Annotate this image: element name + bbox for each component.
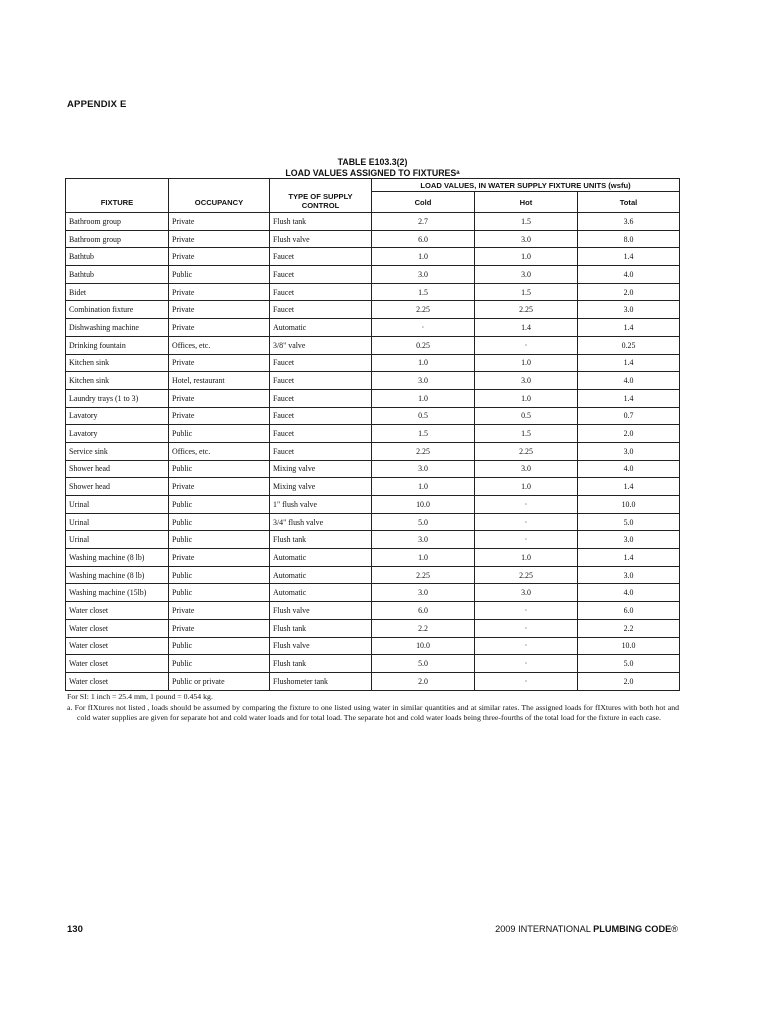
- occupancy-cell: Public: [169, 513, 270, 531]
- table-row: [66, 389, 680, 407]
- cold-cell: 2.0: [372, 672, 475, 690]
- occupancy-cell: Public: [169, 566, 270, 584]
- total-cell: 4.0: [578, 372, 680, 390]
- cold-cell: 3.0: [372, 584, 475, 602]
- control-cell: Flush valve: [270, 637, 372, 655]
- table-title: [67, 157, 678, 179]
- fixture-cell: Laundry trays (1 to 3): [66, 389, 169, 407]
- occupancy-cell: Public: [169, 266, 270, 284]
- hot-cell: 2.25: [475, 442, 578, 460]
- total-cell: 5.0: [578, 655, 680, 673]
- fixture-cell: Washing machine (15lb): [66, 584, 169, 602]
- total-cell: 2.0: [578, 425, 680, 443]
- control-cell: Flush valve: [270, 230, 372, 248]
- hot-cell: 3.0: [475, 372, 578, 390]
- total-cell: 2.0: [578, 672, 680, 690]
- table-row: [66, 372, 680, 390]
- control-cell: Faucet: [270, 442, 372, 460]
- si-note: For SI: 1 inch = 25.4 mm, 1 pound = 0.454 kg.: [67, 692, 213, 701]
- hot-cell: 1.0: [475, 389, 578, 407]
- hot-cell: ·: [475, 672, 578, 690]
- control-cell: Automatic: [270, 319, 372, 337]
- hot-cell: 1.5: [475, 213, 578, 231]
- occupancy-cell: Public: [169, 425, 270, 443]
- fixture-cell: Water closet: [66, 602, 169, 620]
- total-cell: 3.0: [578, 301, 680, 319]
- total-cell: 10.0: [578, 637, 680, 655]
- table-row: [66, 283, 680, 301]
- fixture-cell: Bathroom group: [66, 230, 169, 248]
- total-cell: 3.0: [578, 531, 680, 549]
- control-cell: Faucet: [270, 425, 372, 443]
- cold-cell: ·: [372, 319, 475, 337]
- control-cell: Flush tank: [270, 655, 372, 673]
- cold-cell: 1.5: [372, 425, 475, 443]
- table-row: [66, 460, 680, 478]
- total-cell: 0.7: [578, 407, 680, 425]
- cold-cell: 3.0: [372, 460, 475, 478]
- control-cell: Faucet: [270, 301, 372, 319]
- occupancy-cell: Public: [169, 460, 270, 478]
- total-cell: 10.0: [578, 496, 680, 514]
- fixture-cell: Bidet: [66, 283, 169, 301]
- col-header-cold: Cold: [372, 192, 475, 213]
- code-footer: 2009 INTERNATIONAL PLUMBING CODE®: [495, 924, 678, 934]
- hot-cell: 3.0: [475, 230, 578, 248]
- occupancy-cell: Private: [169, 230, 270, 248]
- total-cell: 1.4: [578, 478, 680, 496]
- cold-cell: 2.25: [372, 566, 475, 584]
- cold-cell: 10.0: [372, 637, 475, 655]
- fixture-cell: Lavatory: [66, 407, 169, 425]
- occupancy-cell: Offices, etc.: [169, 442, 270, 460]
- control-cell: Faucet: [270, 372, 372, 390]
- table-row: [66, 442, 680, 460]
- occupancy-cell: Public or private: [169, 672, 270, 690]
- table-caption: LOAD VALUES ASSIGNED TO FIXTURES$^a$: [285, 168, 460, 178]
- table-row: [66, 584, 680, 602]
- control-cell: Flush valve: [270, 602, 372, 620]
- hot-cell: ·: [475, 336, 578, 354]
- table-row: [66, 266, 680, 284]
- hot-cell: ·: [475, 531, 578, 549]
- cold-cell: 6.0: [372, 602, 475, 620]
- cold-cell: 6.0: [372, 230, 475, 248]
- fixture-cell: Water closet: [66, 655, 169, 673]
- occupancy-cell: Private: [169, 319, 270, 337]
- cold-cell: 2.25: [372, 442, 475, 460]
- occupancy-cell: Private: [169, 283, 270, 301]
- occupancy-cell: Private: [169, 619, 270, 637]
- control-cell: Automatic: [270, 584, 372, 602]
- fixture-cell: Washing machine (8 lb): [66, 566, 169, 584]
- fixture-cell: Urinal: [66, 496, 169, 514]
- table-row: [66, 637, 680, 655]
- footnote-a: a. For fIXtures not listed , loads should be assumed by comparing the fixture to one listed using water in similar quantities and at similar rates. The assigned loads for fIXtures with both hot and cold water supplies are given for separate hot and cold water loads and for total load. The separate hot and cold water loads being three-fourths of the total load for the fixture in each case.: [67, 702, 679, 722]
- table-row: [66, 619, 680, 637]
- col-header-control: TYPE OF SUPPLY CONTROL: [270, 179, 372, 213]
- occupancy-cell: Private: [169, 213, 270, 231]
- occupancy-cell: Private: [169, 354, 270, 372]
- occupancy-cell: Public: [169, 637, 270, 655]
- hot-cell: 2.25: [475, 301, 578, 319]
- fixture-cell: Drinking fountain: [66, 336, 169, 354]
- occupancy-cell: Public: [169, 531, 270, 549]
- table-row: [66, 213, 680, 231]
- control-cell: Faucet: [270, 389, 372, 407]
- load-values-table: [65, 178, 680, 691]
- control-cell: 3/8" valve: [270, 336, 372, 354]
- control-cell: Flushometer tank: [270, 672, 372, 690]
- control-cell: Faucet: [270, 248, 372, 266]
- fixture-cell: Bathroom group: [66, 213, 169, 231]
- col-header-fixture: FIXTURE: [66, 179, 169, 213]
- hot-cell: ·: [475, 619, 578, 637]
- fixture-cell: Shower head: [66, 478, 169, 496]
- cold-cell: 5.0: [372, 513, 475, 531]
- fixture-cell: Dishwashing machine: [66, 319, 169, 337]
- table-row: [66, 672, 680, 690]
- control-cell: Flush tank: [270, 619, 372, 637]
- control-cell: 1" flush valve: [270, 496, 372, 514]
- fixture-cell: Kitchen sink: [66, 354, 169, 372]
- total-cell: 5.0: [578, 513, 680, 531]
- total-cell: 1.4: [578, 354, 680, 372]
- cold-cell: 1.5: [372, 283, 475, 301]
- cold-cell: 5.0: [372, 655, 475, 673]
- occupancy-cell: Private: [169, 389, 270, 407]
- cold-cell: 2.25: [372, 301, 475, 319]
- hot-cell: 3.0: [475, 584, 578, 602]
- cold-cell: 1.0: [372, 549, 475, 567]
- occupancy-cell: Hotel, restaurant: [169, 372, 270, 390]
- table-row: [66, 478, 680, 496]
- total-cell: 4.0: [578, 584, 680, 602]
- fixture-cell: Water closet: [66, 672, 169, 690]
- occupancy-cell: Offices, etc.: [169, 336, 270, 354]
- table-row: [66, 496, 680, 514]
- page-number: 130: [67, 924, 83, 935]
- occupancy-cell: Private: [169, 549, 270, 567]
- control-cell: Faucet: [270, 407, 372, 425]
- occupancy-cell: Private: [169, 301, 270, 319]
- total-cell: 1.4: [578, 248, 680, 266]
- hot-cell: ·: [475, 496, 578, 514]
- table-row: [66, 336, 680, 354]
- cold-cell: 3.0: [372, 531, 475, 549]
- table-row: [66, 425, 680, 443]
- total-cell: 4.0: [578, 460, 680, 478]
- hot-cell: 1.5: [475, 425, 578, 443]
- fixture-cell: Bathtub: [66, 266, 169, 284]
- control-cell: Mixing valve: [270, 460, 372, 478]
- fixture-cell: Kitchen sink: [66, 372, 169, 390]
- control-cell: Automatic: [270, 566, 372, 584]
- table-row: [66, 549, 680, 567]
- cold-cell: 10.0: [372, 496, 475, 514]
- fixture-cell: Water closet: [66, 619, 169, 637]
- cold-cell: 0.25: [372, 336, 475, 354]
- table-row: [66, 248, 680, 266]
- col-header-total: Total: [578, 192, 680, 213]
- col-header-load-values: LOAD VALUES, IN WATER SUPPLY FIXTURE UNITS (wsfu): [372, 179, 680, 192]
- occupancy-cell: Private: [169, 478, 270, 496]
- table-row: [66, 230, 680, 248]
- fixture-cell: Bathtub: [66, 248, 169, 266]
- cold-cell: 1.0: [372, 478, 475, 496]
- control-cell: Automatic: [270, 549, 372, 567]
- total-cell: 1.4: [578, 389, 680, 407]
- control-cell: Faucet: [270, 283, 372, 301]
- total-cell: 0.25: [578, 336, 680, 354]
- fixture-cell: Combination fixture: [66, 301, 169, 319]
- fixture-cell: Lavatory: [66, 425, 169, 443]
- table-notes: [67, 692, 679, 724]
- occupancy-cell: Private: [169, 407, 270, 425]
- hot-cell: ·: [475, 637, 578, 655]
- fixture-cell: Service sink: [66, 442, 169, 460]
- control-cell: 3/4" flush valve: [270, 513, 372, 531]
- fixture-cell: Washing machine (8 lb): [66, 549, 169, 567]
- cold-cell: 2.2: [372, 619, 475, 637]
- hot-cell: 1.4: [475, 319, 578, 337]
- hot-cell: 3.0: [475, 460, 578, 478]
- fixture-cell: Shower head: [66, 460, 169, 478]
- hot-cell: 1.0: [475, 478, 578, 496]
- table-row: [66, 319, 680, 337]
- table-row: [66, 531, 680, 549]
- cold-cell: 3.0: [372, 372, 475, 390]
- table-row: [66, 301, 680, 319]
- cold-cell: 0.5: [372, 407, 475, 425]
- hot-cell: 1.0: [475, 354, 578, 372]
- occupancy-cell: Public: [169, 655, 270, 673]
- table-row: [66, 566, 680, 584]
- hot-cell: ·: [475, 655, 578, 673]
- table-number: TABLE E103.3(2): [337, 157, 408, 167]
- total-cell: 3.6: [578, 213, 680, 231]
- table-row: [66, 407, 680, 425]
- table-row: [66, 513, 680, 531]
- occupancy-cell: Private: [169, 248, 270, 266]
- occupancy-cell: Public: [169, 496, 270, 514]
- hot-cell: 1.0: [475, 549, 578, 567]
- fixture-cell: Urinal: [66, 513, 169, 531]
- cold-cell: 1.0: [372, 354, 475, 372]
- total-cell: 8.0: [578, 230, 680, 248]
- total-cell: 3.0: [578, 442, 680, 460]
- hot-cell: ·: [475, 602, 578, 620]
- total-cell: 2.0: [578, 283, 680, 301]
- total-cell: 4.0: [578, 266, 680, 284]
- hot-cell: 1.5: [475, 283, 578, 301]
- control-cell: Faucet: [270, 266, 372, 284]
- fixture-cell: Water closet: [66, 637, 169, 655]
- control-cell: Faucet: [270, 354, 372, 372]
- table-row: [66, 354, 680, 372]
- hot-cell: 3.0: [475, 266, 578, 284]
- control-cell: Flush tank: [270, 531, 372, 549]
- hot-cell: 2.25: [475, 566, 578, 584]
- cold-cell: 3.0: [372, 266, 475, 284]
- table-row: [66, 655, 680, 673]
- table-row: [66, 602, 680, 620]
- control-cell: Flush tank: [270, 213, 372, 231]
- occupancy-cell: Public: [169, 584, 270, 602]
- total-cell: 1.4: [578, 319, 680, 337]
- total-cell: 1.4: [578, 549, 680, 567]
- hot-cell: 0.5: [475, 407, 578, 425]
- control-cell: Mixing valve: [270, 478, 372, 496]
- hot-cell: ·: [475, 513, 578, 531]
- cold-cell: 1.0: [372, 389, 475, 407]
- total-cell: 3.0: [578, 566, 680, 584]
- cold-cell: 1.0: [372, 248, 475, 266]
- hot-cell: 1.0: [475, 248, 578, 266]
- total-cell: 6.0: [578, 602, 680, 620]
- fixture-cell: Urinal: [66, 531, 169, 549]
- total-cell: 2.2: [578, 619, 680, 637]
- appendix-header: APPENDIX E: [67, 99, 127, 110]
- col-header-hot: Hot: [475, 192, 578, 213]
- col-header-occupancy: OCCUPANCY: [169, 179, 270, 213]
- cold-cell: 2.7: [372, 213, 475, 231]
- occupancy-cell: Private: [169, 602, 270, 620]
- footnote-mark: a: [456, 170, 460, 176]
